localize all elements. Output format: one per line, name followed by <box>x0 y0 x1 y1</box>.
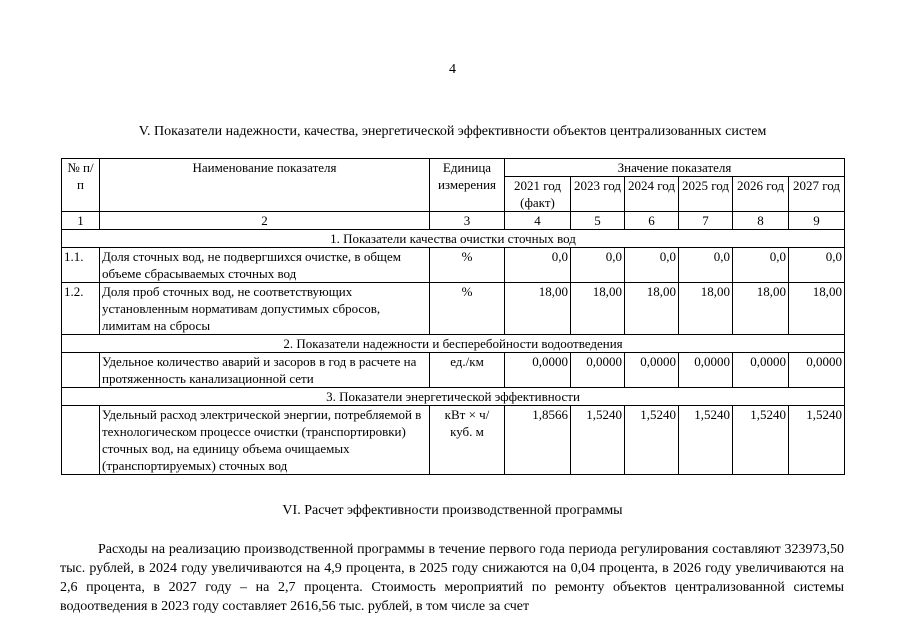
table-row <box>62 353 845 388</box>
row-value: 0,0 <box>571 248 625 283</box>
row-value: 0,0000 <box>789 353 845 388</box>
row-value: 1,5240 <box>789 406 845 475</box>
header-year: 2021 год (факт) <box>505 177 571 212</box>
row-value: 18,00 <box>733 283 789 335</box>
section5-title: V. Показатели надежности, качества, энергетической эффективности объектов централизованных систем <box>138 124 767 139</box>
row-unit: % <box>430 283 505 335</box>
group-heading: 1. Показатели качества очистки сточных вод <box>62 230 845 248</box>
row-value: 18,00 <box>505 283 571 335</box>
header-year: 2023 год <box>571 177 625 212</box>
row-value: 1,5240 <box>733 406 789 475</box>
row-num: 1.2. <box>62 283 100 335</box>
header-year: 2027 год <box>789 177 845 212</box>
group-heading: 2. Показатели надежности и бесперебойности водоотведения <box>62 335 845 353</box>
row-value: 0,0 <box>625 248 679 283</box>
row-value: 1,5240 <box>679 406 733 475</box>
row-value: 1,5240 <box>571 406 625 475</box>
table-row <box>62 248 845 283</box>
column-number: 6 <box>625 212 679 230</box>
row-value: 0,0000 <box>505 353 571 388</box>
header-value: Значение показателя <box>505 159 845 177</box>
row-value: 18,00 <box>571 283 625 335</box>
row-unit: ед./км <box>430 353 505 388</box>
column-number: 4 <box>505 212 571 230</box>
row-value: 0,0 <box>789 248 845 283</box>
row-name: Удельное количество аварий и засоров в год в расчете на протяженность канализационной сети <box>100 353 430 388</box>
row-num <box>62 353 100 388</box>
row-value: 0,0000 <box>625 353 679 388</box>
page-number: 4 <box>449 62 456 77</box>
header-unit: Единица измерения <box>430 159 505 212</box>
header-year: 2024 год <box>625 177 679 212</box>
row-value: 0,0 <box>733 248 789 283</box>
row-value: 1,5240 <box>625 406 679 475</box>
group-heading: 3. Показатели энергетической эффективности <box>62 388 845 406</box>
column-number: 7 <box>679 212 733 230</box>
header-year: 2025 год <box>679 177 733 212</box>
row-value: 18,00 <box>625 283 679 335</box>
table-row <box>62 283 845 335</box>
column-number: 5 <box>571 212 625 230</box>
section6-title: VI. Расчет эффективности производственной программы <box>282 503 623 518</box>
row-name: Доля проб сточных вод, не соответствующих установленным нормативам допустимых сбросов, лимитам на сбросы <box>100 283 430 335</box>
header-name: Наименование показателя <box>100 159 430 212</box>
row-num: 1.1. <box>62 248 100 283</box>
header-year: 2026 год <box>733 177 789 212</box>
row-value: 0,0 <box>505 248 571 283</box>
row-value: 18,00 <box>679 283 733 335</box>
column-number: 9 <box>789 212 845 230</box>
column-number: 1 <box>62 212 100 230</box>
row-value: 0,0000 <box>571 353 625 388</box>
row-unit: % <box>430 248 505 283</box>
row-unit: кВт × ч/ куб. м <box>430 406 505 475</box>
header-num: № п/п <box>62 159 100 212</box>
row-num <box>62 406 100 475</box>
row-value: 1,8566 <box>505 406 571 475</box>
row-value: 0,0000 <box>679 353 733 388</box>
paragraph: Расходы на реализацию производственной программы в течение первого года периода регулирования составляют 323973,50 тыс. рублей, в 2024 году увеличиваются на 4,9 процента, в 2025 году снижаются на 0,04 процента, в 2026 году увеличиваются на 2,6 процента, в 2027 году – на 2,7 процента. Стоимость мероприятий по ремонту объектов централизованной системы водоотведения в 2023 году составляет 2616,56 тыс. рублей, в том числе за счет <box>60 542 844 614</box>
row-value: 0,0000 <box>733 353 789 388</box>
row-name: Доля сточных вод, не подвергшихся очистке, в общем объеме сбрасываемых сточных вод <box>100 248 430 283</box>
indicators-table <box>61 158 845 475</box>
column-number: 3 <box>430 212 505 230</box>
row-value: 0,0 <box>679 248 733 283</box>
table-row <box>62 406 845 475</box>
row-value: 18,00 <box>789 283 845 335</box>
column-number: 2 <box>100 212 430 230</box>
row-name: Удельный расход электрической энергии, потребляемой в технологическом процессе очистки (транспортировки) сточных вод, на единицу объема очищаемых (транспортируемых) сточных вод <box>100 406 430 475</box>
column-number: 8 <box>733 212 789 230</box>
